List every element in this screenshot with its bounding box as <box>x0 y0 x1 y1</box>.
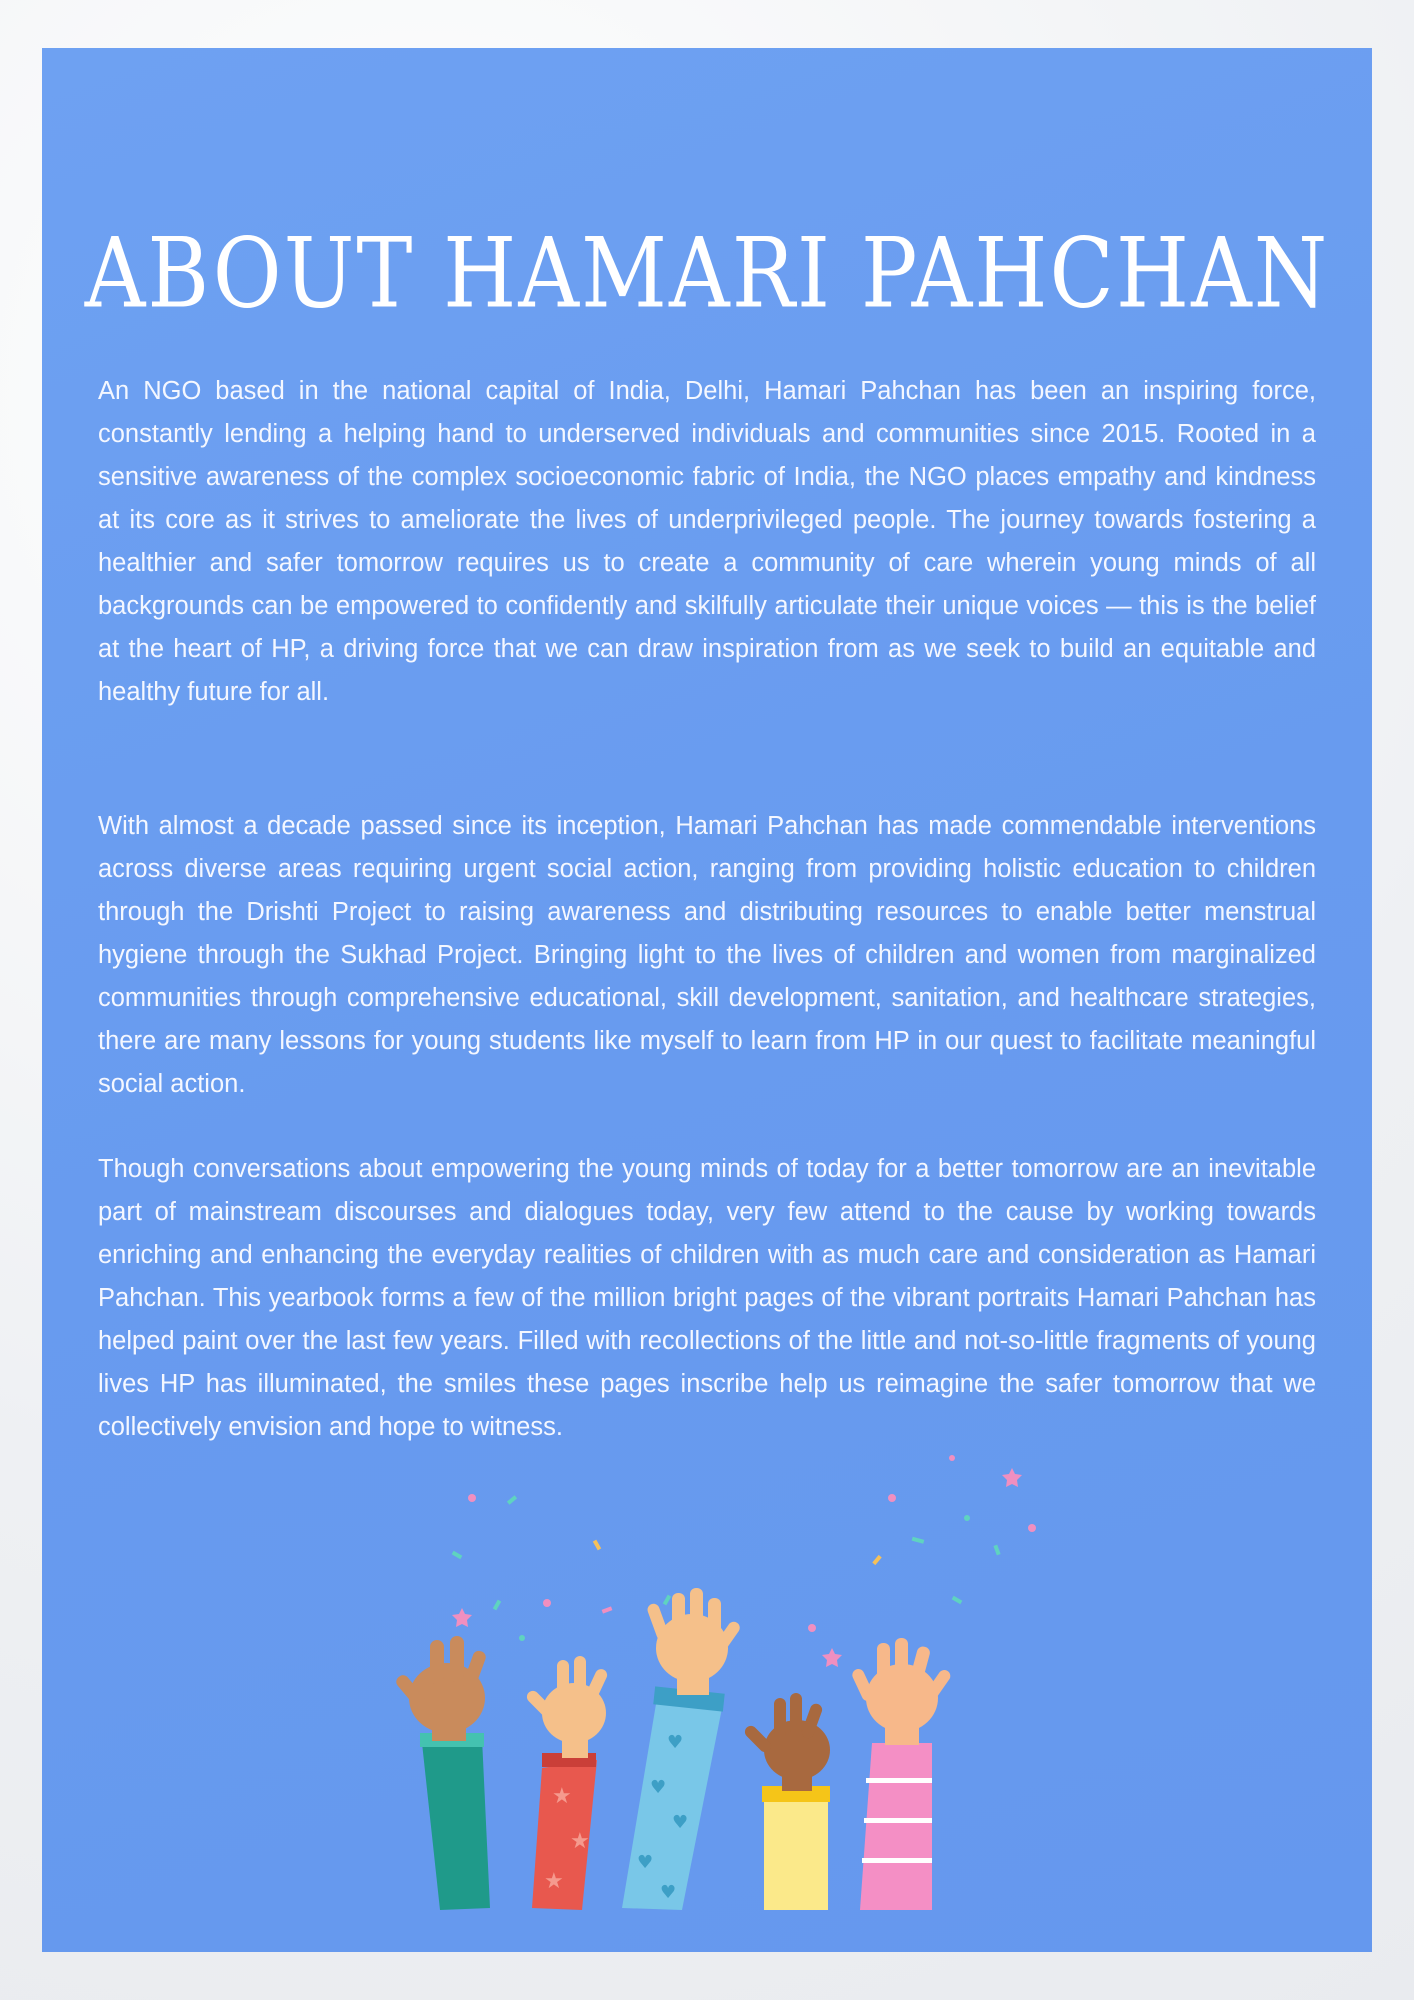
raised-hand-icon <box>524 1656 609 1910</box>
raised-hand-icon <box>742 1693 830 1910</box>
paragraph-intro: An NGO based in the national capital of India, Delhi, Hamari Pahchan has been an inspiring force, constantly lending a helping hand to underserved individuals and communities since 2015. Rooted in a sensitive awareness of the complex socioeconomic fabric of India, the NGO places empathy and kindness at its core as it strives to ameliorate the lives of underprivileged people. The journey towards fostering a healthier and safer tomorrow requires us to create a community of care wherein young minds of all backgrounds can be empowered to confidently and skilfully articulate their unique voices — this is the belief at the heart of HP, a driving force that we can draw inspiration from as we seek to build an equitable and healthy future for all. <box>98 377 1316 706</box>
svg-text:♥: ♥ <box>637 1852 654 1873</box>
raised-hands-illustration <box>392 1398 1072 1918</box>
svg-text:★: ★ <box>570 1829 590 1854</box>
svg-text:★: ★ <box>552 1784 572 1809</box>
content-panel <box>42 48 1372 1952</box>
svg-text:♥: ♥ <box>650 1777 667 1798</box>
confetti-icon <box>452 1455 1036 1667</box>
paragraph-yearbook: Though conversations about empowering the young minds of today for a better tomorrow are an inevitable part of mainstream discourses and dialogues today, very few attend to the cause by working towards enriching and enhancing the everyday realities of children with as much care and consideration as Hamari Pahchan. This yearbook forms a few of the million bright pages of the vibrant portraits Hamari Pahchan has helped paint over the last few years. Filled with recollections of the little and not-so-little fragments of young lives HP has illuminated, the smiles these pages inscribe help us reimagine the safer tomorrow that we collectively envision and hope to witness. <box>98 1155 1316 1441</box>
svg-text:♥: ♥ <box>660 1882 677 1903</box>
raised-hand-icon <box>850 1638 952 1910</box>
raised-hand-icon <box>394 1636 490 1910</box>
paragraph-interventions: With almost a decade passed since its inception, Hamari Pahchan has made commendable interventions across diverse areas requiring urgent social action, ranging from providing holistic education to children through the Drishti Project to raising awareness and distributing resources to enable better menstrual hygiene through the Sukhad Project. Bringing light to the lives of children and women from marginalized communities through comprehensive educational, skill development, sanitation, and healthcare strategies, there are many lessons for young students like myself to learn from HP in our quest to facilitate meaningful social action. <box>98 812 1316 1098</box>
svg-text:♥: ♥ <box>667 1732 684 1753</box>
svg-text:♥: ♥ <box>672 1812 689 1833</box>
page-title: ABOUT HAMARI PAHCHAN <box>84 216 1330 330</box>
raised-hand-icon <box>622 1588 742 1910</box>
svg-text:★: ★ <box>544 1869 564 1894</box>
